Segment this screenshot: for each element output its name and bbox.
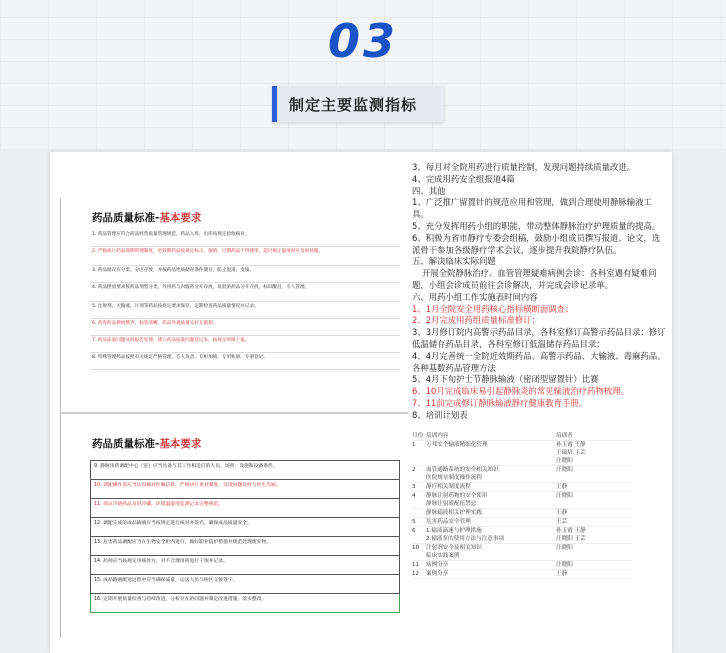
plan-line: 6、10月完成临床易引起静脉炎的常见输液治疗药物梳理。	[412, 386, 629, 397]
doc2-row: 9. 静脉用药调配中心（室）应当具备与其工作相适应的人员、场所、设施和设备条件。	[90, 460, 400, 480]
title-accent-bar	[272, 86, 277, 122]
doc1-row: 5. 注射剂、大输液、片剂等药品按规定要求保存，定期检查药品质量情况并记录。	[90, 302, 400, 319]
doc2-row: 11. 保证冷链药品及时冷藏，环境温湿度监测记录完整规范。	[90, 499, 400, 518]
doc2-row: 12. 调配完成的成品输液应当按规定进行核对并签名，确保成品质量安全。	[90, 518, 400, 537]
training-table-cell: 万邦安全输液精细化管理	[426, 442, 488, 448]
doc1-title	[74, 204, 406, 229]
doc2-row: 16. 定期开展质量检查与持续改进，分析存在的问题并制定改进措施，落实整改。	[90, 594, 400, 613]
training-table-cell: 汪晓阳	[556, 467, 573, 473]
margin-line	[60, 198, 61, 638]
training-table-cell: 血管通路系统的安全相关知识 医院规章制度操作流程	[426, 467, 499, 481]
training-table-cell: 汪晓阳	[556, 562, 573, 568]
plan-line: 5、4月下旬护士节静脉输液（密闭型留置针）比赛	[412, 374, 599, 385]
doc2-row: 10. 调配操作前应当认真核对医嘱信息，严格执行查对制度，发现问题及时与医生沟通。	[90, 480, 400, 499]
training-table-cell: 汪晓阳	[556, 545, 573, 551]
doc2-row: 13. 危害药品调配应当在生物安全柜内进行，做好职业防护措施并规范处理废弃物。	[90, 537, 400, 556]
training-table-cell: 王静	[556, 510, 568, 516]
training-table-row	[412, 483, 632, 492]
plan-line: 6、积极为省市静疗专委会组稿，鼓励小组成员撰写报道、论文，选派骨干参加各级静疗学术会议，逐步提升我院静疗队伍。	[412, 232, 661, 255]
training-table-cell	[412, 509, 426, 517]
training-table-cell: 3	[412, 484, 416, 490]
training-table-cell: 6	[412, 528, 416, 534]
training-table-row	[412, 492, 632, 509]
training-table-cell: 静脉输液相关护理实践	[426, 510, 482, 516]
doc2-title-accent: 基本要求	[159, 438, 202, 450]
doc1-row: 2. 严格执行药品效期管理制度，近效期药品按规定标示、催销，过期药品不得使用，超过规定温度时应及时处理。	[90, 247, 400, 266]
training-table-row	[412, 544, 632, 561]
doc1-title-accent: 基本要求	[159, 212, 202, 224]
training-table-cell: 静脉注射药物的安全使用 静脉注射液配伍禁忌	[426, 493, 488, 507]
training-table-cell: 王静	[556, 571, 568, 577]
training-table-cell: 危害药品安全管理	[426, 519, 471, 525]
training-table-cell: 案例分享	[426, 571, 449, 577]
doc2-title-main: 药品质量标准-	[92, 438, 160, 450]
training-table-cell: 10	[412, 545, 420, 551]
training-table-cell: 月份	[412, 433, 424, 439]
plan-line: 7、11前完成修订静脉输液静疗健康教育手册。	[412, 397, 588, 408]
training-table-row	[412, 561, 632, 570]
doc1-row: 3. 药品储存应分类、分区存放，并按药品性质储存条件储存，防止混淆、变质。	[90, 266, 400, 283]
doc1-title-main: 药品质量标准-	[92, 212, 160, 224]
training-table-cell: 孙玉霞 王静 汪晓阳 王芸	[556, 528, 586, 542]
doc1-row: 1. 药品管理应符合药品经营质量管理规范，药品入库、出库按规定验收核对。	[90, 230, 400, 247]
training-table-cell: 2	[412, 467, 416, 473]
training-table-cell: 汪晓阳	[556, 493, 573, 499]
training-table-row	[412, 441, 632, 466]
training-table-row	[412, 527, 632, 544]
training-table-cell: 孙玉霞 王静 王瑞培 王芸 汪晓阳	[556, 442, 586, 464]
doc2-title	[74, 424, 406, 455]
section-title-box	[272, 86, 444, 122]
training-table-cell: 11	[412, 562, 420, 568]
training-table-cell: 培训者	[556, 433, 573, 439]
doc2-rows	[90, 460, 400, 613]
plan-line: 四、其他	[412, 185, 446, 196]
doc1-rows	[90, 230, 400, 370]
training-table-cell: 5	[412, 519, 416, 525]
section-title: 制定主要监测指标	[289, 96, 418, 114]
training-table-row	[412, 570, 632, 579]
plan-line: 5、充分发挥用药小组的职能，带动整体静脉治疗护理质量的提高。	[412, 220, 661, 231]
training-table-cell: 病例分享	[426, 562, 449, 568]
section-number: 03	[327, 14, 398, 68]
plan-line: 开展全院静脉治疗、血管管理疑难病例会诊：各科室遇有疑难问题，小组会诊成员前往会诊解决，并完成会诊记录单。	[412, 268, 657, 290]
work-plan-text	[412, 162, 668, 422]
doc1-row: 6. 药库药品摆放整齐，标签清晰，药品外观质量完好无破损。	[90, 319, 400, 336]
training-table-cell: 1	[412, 442, 416, 448]
plan-line: 4、完成用药安全组报道4篇	[412, 173, 515, 184]
doc-divider	[60, 412, 408, 414]
plan-line: 五、解决临床实际问题	[412, 256, 496, 267]
doc2-row: 15. 成品输液配送过程中应当确保质量，运送人员与病区交接签字。	[90, 575, 400, 594]
training-table-row	[412, 509, 632, 518]
document-sheet	[50, 152, 672, 653]
training-table-cell: 12	[412, 571, 420, 577]
plan-line: 3、3月修订院内高警示药品目录，各科室修订高警示药品目录；修订低温储存药品目录，各科室修订低温储存药品目录；	[412, 327, 666, 349]
doc1-row: 7. 药品质量问题及时报告处理，建立药品质量问题登记本，按规定时限上报。	[90, 336, 400, 353]
training-table-header	[412, 432, 632, 441]
plan-line: 1、1月全院安全用药核心指标横断面调查；	[412, 303, 574, 314]
training-table-cell: 静疗相关制度流程	[426, 484, 471, 490]
training-table-row	[412, 466, 632, 483]
doc1-row: 8. 特殊管理药品按照有关规定严格管理，专人负责，专柜加锁，专用账册，专册登记。	[90, 353, 400, 370]
training-table-cell: 培训内容	[426, 433, 449, 439]
plan-line: 2、2月完成用药组质量标准修订；	[412, 315, 540, 326]
standard-doc-2	[74, 424, 406, 644]
training-table-cell: 1.输液滴速与护理措施 2.输液泵的使用方法与注意事项	[426, 528, 505, 542]
training-table-cell: 王静	[556, 484, 568, 490]
plan-line: 1、广泛推广留置针的规范应用和管理，做到合理使用静脉输液工具。	[412, 197, 652, 220]
training-table-cell: 注射剂安全及相关知识 临床实践案例	[426, 545, 482, 559]
training-table-cell: 王芸	[556, 519, 568, 525]
plan-line: 4、4月完善统一全院近效期药品、高警示药品、大输液、毒麻药品、各种基数药品管理方法	[412, 350, 666, 373]
plan-line: 8、培训计划表	[412, 409, 468, 420]
doc2-row: 14. 药师应当按规定审核处方，对不合理用药进行干预并记录。	[90, 556, 400, 575]
plan-line: 3、每月对全院用药进行质量控制，发现问题持续质量改进。	[412, 162, 636, 172]
training-table	[412, 432, 632, 579]
plan-line: 六、用药小组工作实施表时间内容	[412, 291, 538, 302]
doc1-row: 4. 药品摆放要求按药品剂型分类，外用药与内服药分开存放，易混淆药品分开存放，标识醒目，专人管理。	[90, 283, 400, 302]
training-table-row	[412, 518, 632, 527]
standard-doc-1	[74, 204, 406, 409]
training-table-cell: 4	[412, 493, 416, 499]
